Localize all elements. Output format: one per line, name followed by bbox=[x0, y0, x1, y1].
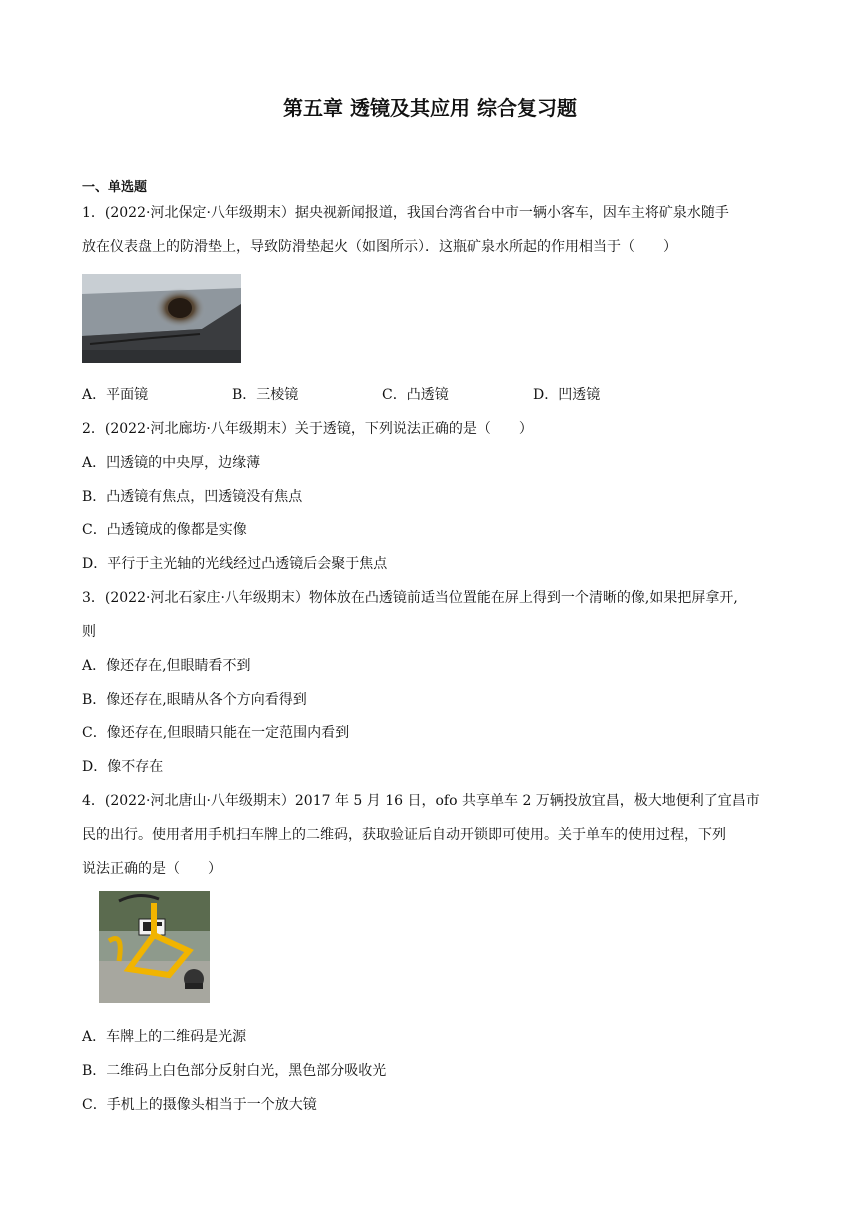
question-1-text: 1．(2022·河北保定·八年级期末）据央视新闻报道，我国台湾省台中市一辆小客车，因车主将矿泉水随手 bbox=[82, 205, 729, 221]
section-heading: 一、单选题 bbox=[82, 180, 148, 195]
question-2-option-d[interactable]: D．平行于主光轴的光线经过凸透镜后会聚于焦点 bbox=[82, 556, 388, 572]
question-4-option-b[interactable]: B．二维码上白色部分反射白光，黑色部分吸收光 bbox=[82, 1063, 387, 1079]
question-4-option-c[interactable]: C．手机上的摄像头相当于一个放大镜 bbox=[82, 1097, 317, 1113]
question-2-option-c[interactable]: C．凸透镜成的像都是实像 bbox=[82, 522, 247, 538]
yellow-bicycle-photo bbox=[99, 891, 210, 1003]
question-4-text-cont-1: 民的出行。使用者用手机扫车牌上的二维码，获取验证后自动开锁即可使用。关于单车的使用过程，下列 bbox=[82, 827, 726, 843]
car-windshield-photo bbox=[82, 274, 241, 363]
question-3-text: 3．(2022·河北石家庄·八年级期末）物体放在凸透镜前适当位置能在屏上得到一个清晰的像,如果把屏拿开, bbox=[82, 590, 738, 606]
question-1-options bbox=[82, 384, 600, 404]
question-3-option-a[interactable]: A．像还存在,但眼睛看不到 bbox=[82, 658, 251, 674]
question-2-text: 2．(2022·河北廊坊·八年级期末）关于透镜，下列说法正确的是（ ） bbox=[82, 421, 533, 437]
question-2-option-a[interactable]: A．凹透镜的中央厚，边缘薄 bbox=[82, 455, 261, 471]
question-3-option-d[interactable]: D．像不存在 bbox=[82, 759, 164, 775]
question-3-option-c[interactable]: C．像还存在,但眼睛只能在一定范围内看到 bbox=[82, 725, 350, 741]
question-2-option-b[interactable]: B．凸透镜有焦点，凹透镜没有焦点 bbox=[82, 489, 303, 505]
question-3-text-cont: 则 bbox=[82, 624, 96, 640]
option-d[interactable]: D．凹透镜 bbox=[533, 387, 601, 403]
question-4-text-cont-2: 说法正确的是（ ） bbox=[82, 861, 222, 877]
page-title: 第五章 透镜及其应用 综合复习题 bbox=[283, 96, 577, 120]
option-a[interactable]: A．平面镜 bbox=[82, 387, 149, 403]
question-4-text: 4．(2022·河北唐山·八年级期末）2017 年 5 月 16 日，ofo 共享单车 2 万辆投放宜昌，极大地便利了宜昌市 bbox=[82, 793, 760, 809]
option-c[interactable]: C．凸透镜 bbox=[382, 387, 449, 403]
question-1-text-cont: 放在仪表盘上的防滑垫上，导致防滑垫起火（如图所示）．这瓶矿泉水所起的作用相当于（ ） bbox=[82, 239, 677, 255]
question-3-option-b[interactable]: B．像还存在,眼睛从各个方向看得到 bbox=[82, 692, 307, 708]
question-4-option-a[interactable]: A．车牌上的二维码是光源 bbox=[82, 1029, 247, 1045]
option-b[interactable]: B．三棱镜 bbox=[232, 387, 299, 403]
